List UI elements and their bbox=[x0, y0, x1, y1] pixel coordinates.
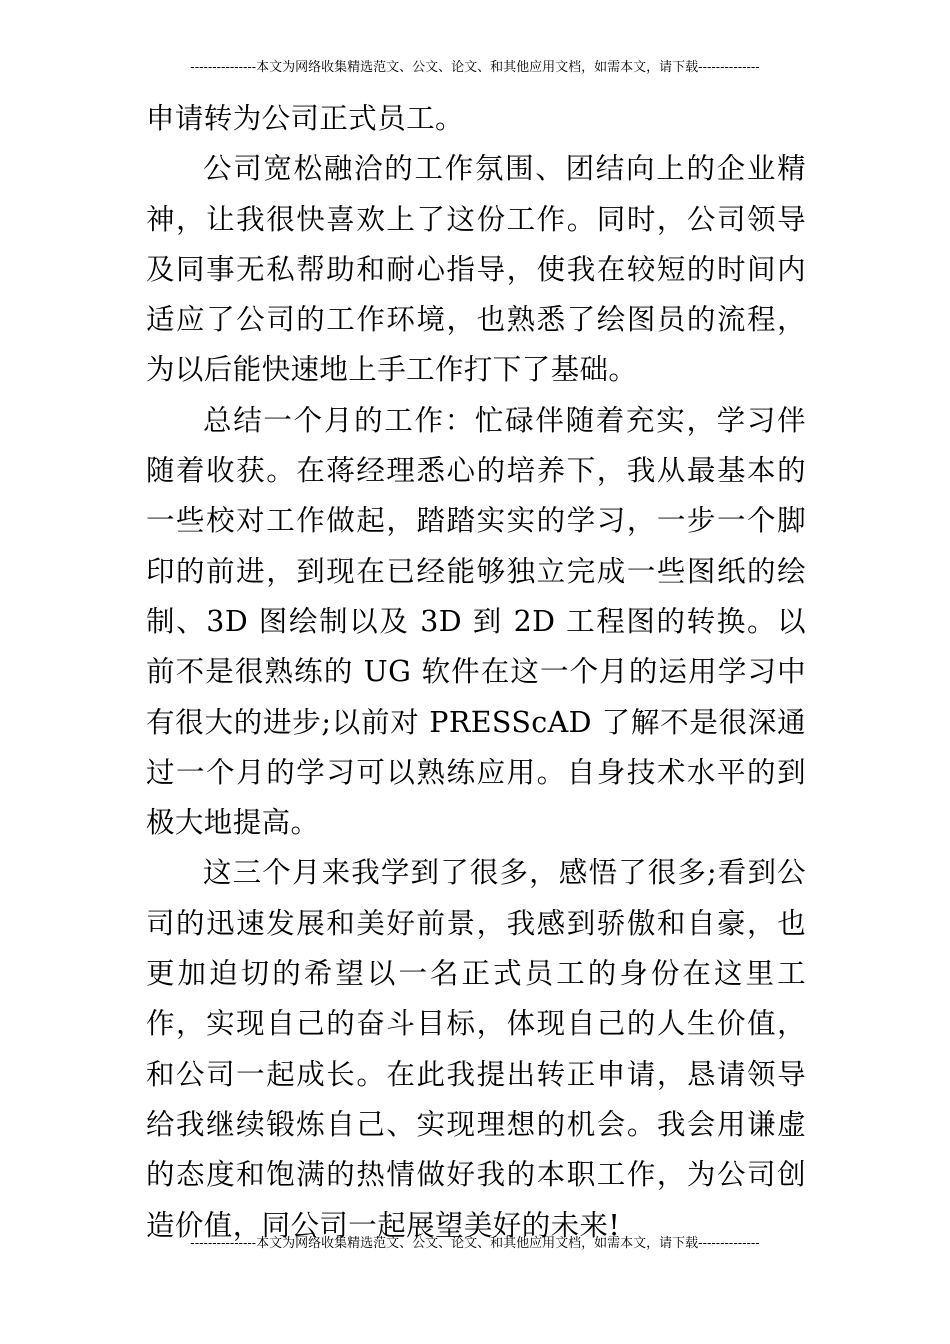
paragraph-monthly-summary: 总结一个月的工作：忙碌伴随着充实，学习伴随着收获。在蒋经理悉心的培养下，我从最基本的一些校对工作做起，踏踏实实的学习，一步一个脚印的前进，到现在已经能够独立完成一些图纸的绘制、3D 图绘制以及 3D 到 2D 工程图的转换。以前不是很熟练的 UG 软件在这一个月的运用学习中有很大的进步;以前对 PRESScAD 了解不是很深通过一个月的学习可以熟练应用。自身技术水平的到极大地提高。 bbox=[146, 403, 806, 840]
page-footer: ---------------本文为网络收集精选范文、公文、论文、和其他应用文档，如需本文，请下载-------------- bbox=[190, 1236, 760, 1251]
paragraph-conclusion: 这三个月来我学到了很多，感悟了很多;看到公司的迅速发展和美好前景，我感到骄傲和自豪，也更加迫切的希望以一名正式员工的身份在这里工作，实现自己的奋斗目标，体现自己的人生价值，和公司一起成长。在此我提出转正申请，恳请领导给我继续锻炼自己、实现理想的机会。我会用谦虚的态度和饱满的热情做好我的本职工作，为公司创造价值，同公司一起展望美好的未来! bbox=[146, 856, 806, 1242]
page-header: ---------------本文为网络收集精选范文、公文、论文、和其他应用文档，如需本文，请下载-------------- bbox=[190, 60, 760, 75]
paragraph-work-environment: 公司宽松融洽的工作氛围、团结向上的企业精神，让我很快喜欢上了这份工作。同时，公司领导及同事无私帮助和耐心指导，使我在较短的时间内适应了公司的工作环境，也熟悉了绘图员的流程，为以后能快速地上手工作打下了基础。 bbox=[146, 152, 806, 387]
document-body bbox=[146, 94, 806, 1251]
paragraph-continuation: 申请转为公司正式员工。 bbox=[146, 102, 464, 135]
